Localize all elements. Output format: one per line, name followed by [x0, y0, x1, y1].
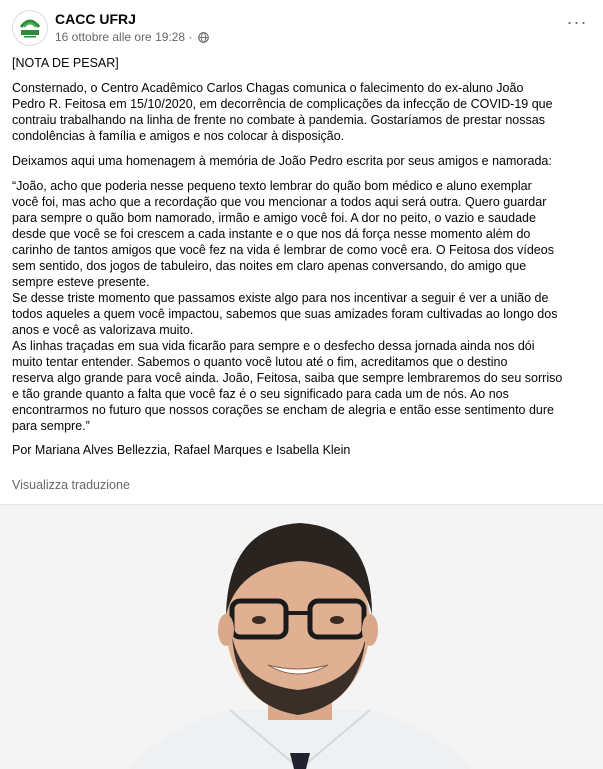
- post-timestamp[interactable]: 16 ottobre alle ore 19:28: [55, 30, 186, 44]
- tribute-text: “João, acho que poderia nesse pequeno texto lembrar do quão bom médico e aluno exemplar você foi, mas acho que a recordação que vou mencionar a todos aqui será outra. Quero guardar para sempre o quão bom namorado, irmão e amigo você foi. A dor no peito, o vazio e saudade desde que você se foi crescem a cada instante e o que nos dá força nesse momento além do carinho de tantos amigos que você fez na vida é lembrar de como você era. O Feitosa dos vídeos sem sentido, dos jogos de tabuleiro, das noites em claro apenas conversando, do amigo que sempre esteve presente. Se desse triste momento que passamos existe algo para nos incentivar a seguir é ver a união de todos aqueles a quem você impactou, sabemos que suas amizades foram cultivadas ao longo dos anos e você as valorizava muito. As linhas traçadas em sua vida ficarão para sempre e o desfecho dessa jornada ainda nos dói muito tentar entender. Sabemos o quanto você lutou até o fim, acreditamos que o destino reserva algo grande para você ainda. João, Feitosa, saiba que sempre lembraremos do seu sorriso e tão grande quanto a falta que você faz é o seu significado para cada um de nós. Ao nos encontrarmos no futuro que nossos corações se encham de alegria e então esse sentimento dure para sempre.”: [12, 179, 563, 433]
- post-photo[interactable]: [0, 504, 603, 769]
- cacc-logo-icon[interactable]: [12, 10, 48, 46]
- post-header: [12, 10, 591, 50]
- post-body: [12, 55, 596, 467]
- see-translation-link[interactable]: Visualizza traduzione: [12, 478, 130, 492]
- more-options-icon[interactable]: ···: [566, 12, 588, 32]
- post-heading: [NOTA DE PESAR]: [12, 56, 119, 70]
- globe-icon: [198, 32, 209, 46]
- meta-separator: ·: [188, 30, 193, 44]
- post-meta: [55, 30, 209, 46]
- page-name[interactable]: CACC UFRJ: [55, 11, 136, 27]
- intro-paragraph: Deixamos aqui uma homenagem à memória de João Pedro escrita por seus amigos e namorada:: [12, 154, 552, 168]
- signature: Por Mariana Alves Bellezzia, Rafael Marques e Isabella Klein: [12, 443, 351, 457]
- announcement-paragraph: Consternado, o Centro Acadêmico Carlos Chagas comunica o falecimento do ex-aluno João Pedro R. Feitosa em 15/10/2020, em decorrência de complicações da infecção de COVID-19 que contraiu trabalhando na linha de frente no combate à pandemia. Gostaríamos de prestar nossas condolências à família e amigos e nos colocar à disposição.: [12, 81, 553, 143]
